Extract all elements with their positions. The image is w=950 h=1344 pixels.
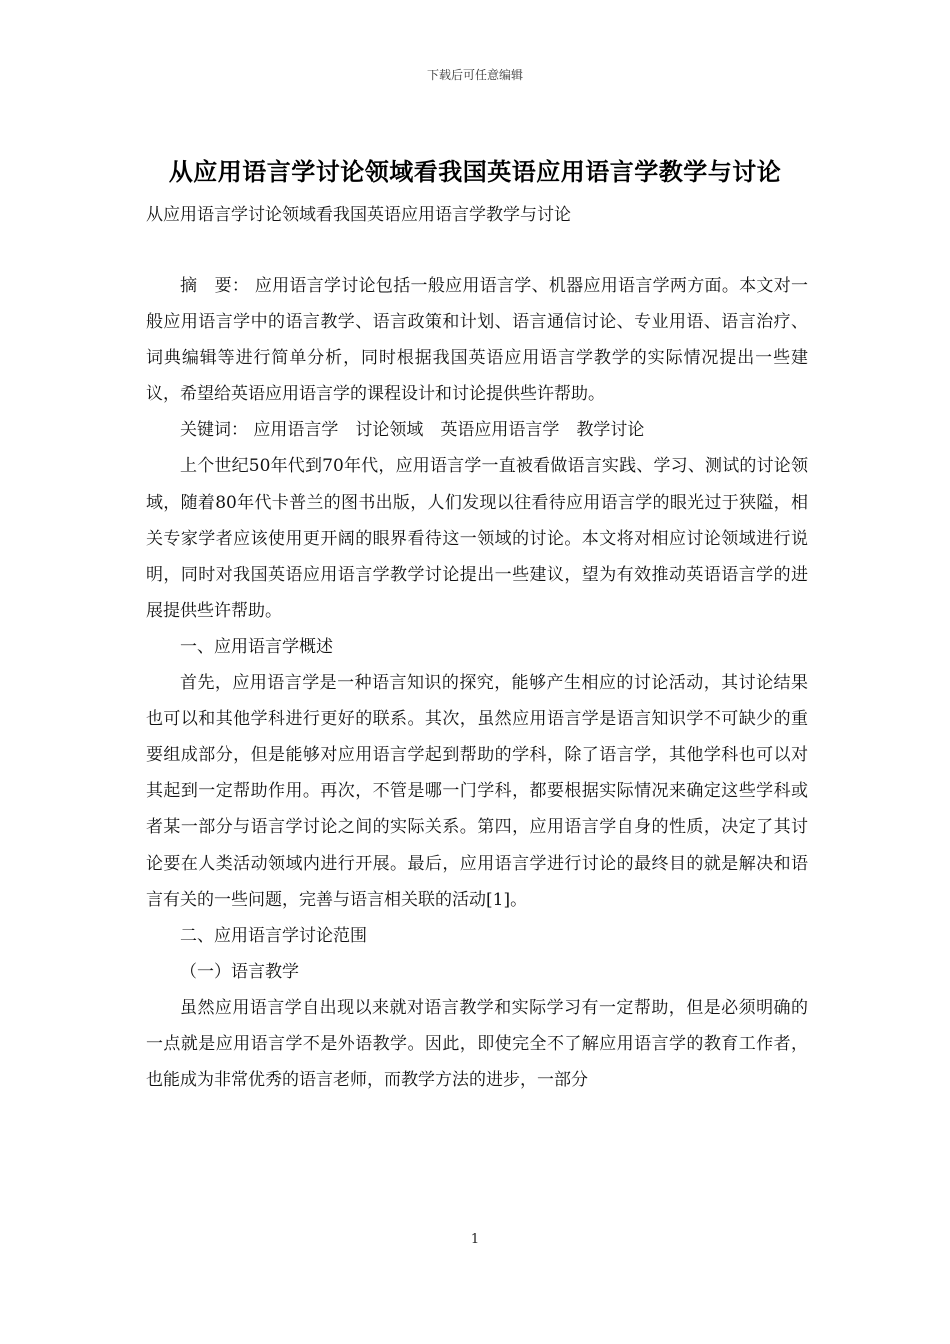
intro-paragraph: 上个世纪50年代到70年代，应用语言学一直被看做语言实践、学习、测试的讨论领域，随着80年代卡普兰的图书出版，人们发现以往看待应用语言学的眼光过于狭隘，相关专家学者应该使用更开阔的眼界看待这一领域的讨论。本文将对相应讨论领域进行说明，同时对我国英语应用语言学教学讨论提出一些建议，望为有效推动英语语言学的进展提供些许帮助。 bbox=[146, 456, 808, 621]
page-number: 1 bbox=[470, 1232, 480, 1247]
keywords-paragraph: 关键词： 应用语言学 讨论领域 英语应用语言学 教学讨论 bbox=[180, 420, 645, 441]
section-heading-2: 二、应用语言学讨论范围 bbox=[180, 925, 367, 946]
subsection-heading-1: （一）语言教学 bbox=[180, 961, 299, 982]
body-paragraph: 虽然应用语言学自出现以来就对语言教学和实际学习有一定帮助，但是必须明确的一点就是应用语言学不是外语教学。因此，即使完全不了解应用语言学的教育工作者，也能成为非常优秀的语言老师，而教学方法的进步，一部分 bbox=[146, 997, 808, 1091]
document-subtitle: 从应用语言学讨论领域看我国英语应用语言学教学与讨论 bbox=[146, 205, 571, 225]
section-heading-1: 一、应用语言学概述 bbox=[180, 636, 333, 657]
body-paragraph: 首先，应用语言学是一种语言知识的探究，能够产生相应的讨论活动，其讨论结果也可以和其他学科进行更好的联系。其次，虽然应用语言学是语言知识学不可缺少的重要组成部分，但是能够对应用语言学起到帮助的学科，除了语言学，其他学科也可以对其起到一定帮助作用。再次，不管是哪一门学科，都要根据实际情况来确定这些学科或者某一部分与语言学讨论之间的实际关系。第四，应用语言学自身的性质，决定了其讨论要在人类活动领域内进行开展。最后，应用语言学进行讨论的最终目的就是解决和语言有关的一些问题，完善与语言相关联的活动[1]。 bbox=[146, 673, 808, 910]
abstract-paragraph: 摘 要： 应用语言学讨论包括一般应用语言学、机器应用语言学两方面。本文对一般应用语言学中的语言教学、语言政策和计划、语言通信讨论、专业用语、语言治疗、词典编辑等进行简单分析，同时根据我国英语应用语言学教学的实际情况提出一些建议，希望给英语应用语言学的课程设计和讨论提供些许帮助。 bbox=[146, 276, 808, 405]
document-body bbox=[146, 268, 808, 1098]
document-title: 从应用语言学讨论领域看我国英语应用语言学教学与讨论 bbox=[168, 157, 782, 186]
header-note: 下载后可任意编辑 bbox=[426, 68, 523, 82]
